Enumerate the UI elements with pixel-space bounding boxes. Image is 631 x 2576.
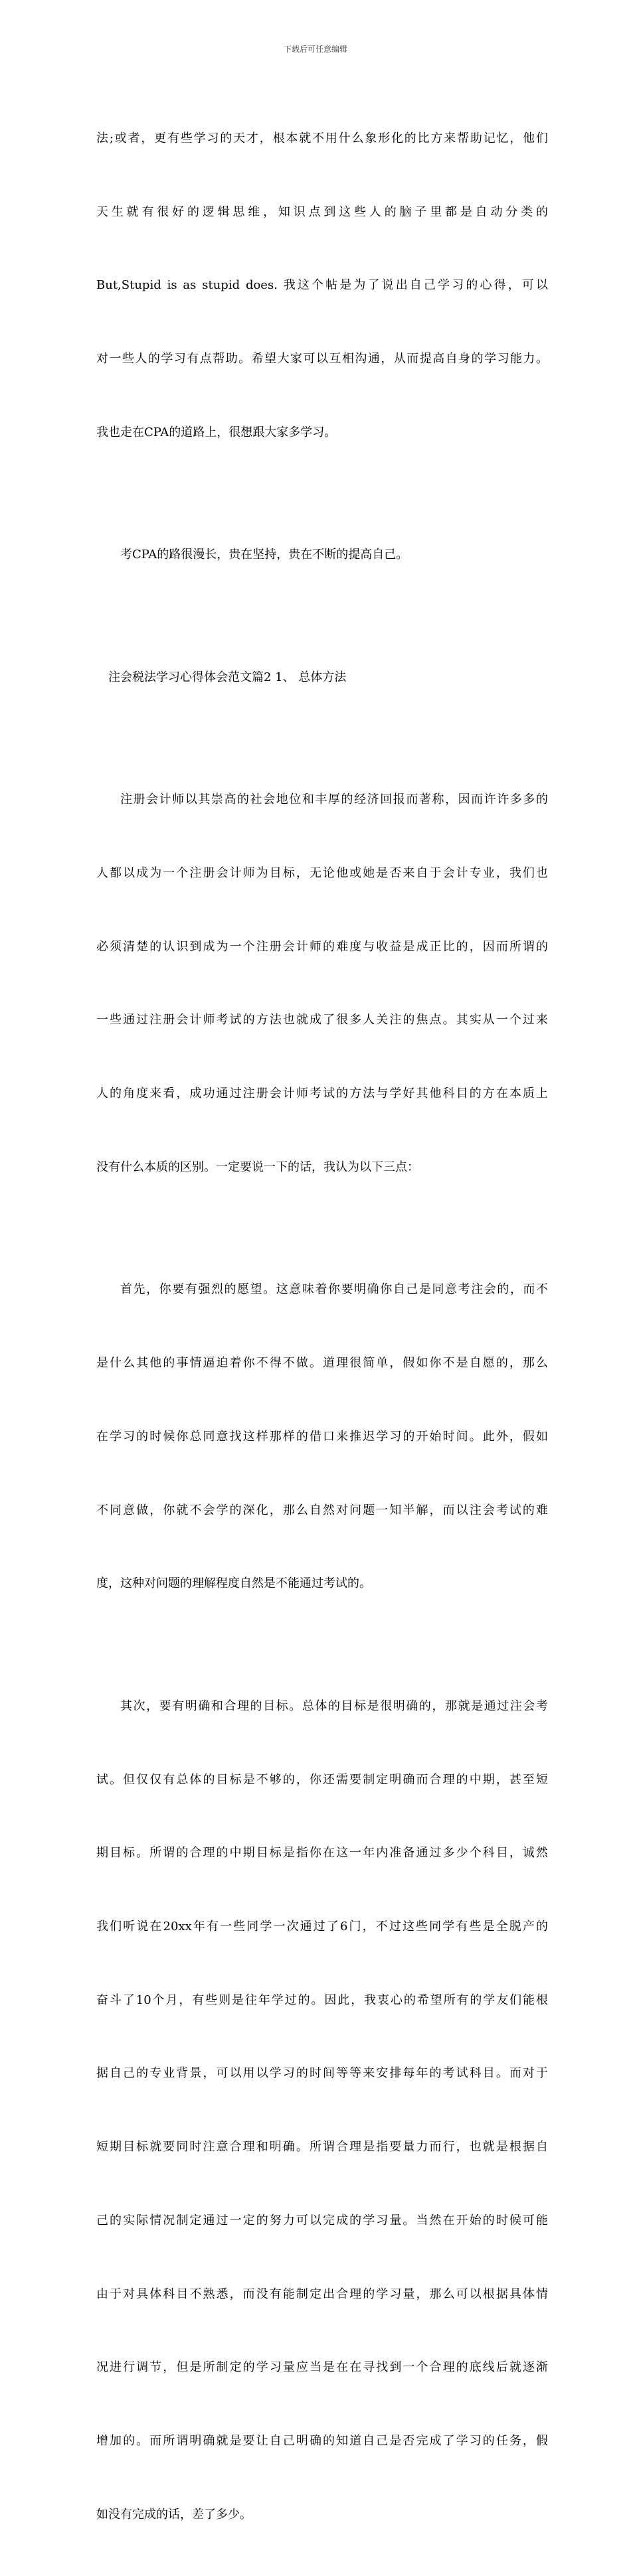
text-line: 考CPA的路很漫长，贵在坚持，贵在不断的提高自己。 (120, 548, 408, 562)
text-line: 己的实际情况制定通过一定的努力可以完成的学习量。当然在开始的时候可能 (96, 2213, 548, 2228)
paragraph-2 (96, 494, 548, 617)
paragraph-4 (96, 739, 548, 1229)
paragraph-6 (96, 1645, 548, 2576)
text-line: 法;或者，更有些学习的天才，根本就不用什么象形化的比方来帮助记忆，他们 (96, 131, 548, 145)
text-line: 其次，要有明确和合理的目标。总体的目标是很明确的，那就是通过注会考 (120, 1699, 548, 1713)
text-line: 注册会计师以其崇高的社会地位和丰厚的经济回报而著称，因而许许多多的 (120, 793, 548, 807)
text-line: 我们听说在20xx年有一些同学一次通过了6门，不过这些同学有些是全脱产的 (96, 1919, 548, 1933)
text-line: 一些通过注册会计师考试的方法也就成了很多人关注的焦点。其实从一个过来 (96, 1013, 548, 1027)
text-line: 度，这种对问题的理解程度自然是不能通过考试的。 (96, 1576, 371, 1591)
text-line: 短期目标就要同时注意合理和明确。所谓合理是指要量力而行，也就是根据自 (96, 2140, 548, 2155)
text-line: 没有什么本质的区别。一定要说一下的话，我认为以下三点： (96, 1160, 419, 1174)
text-line: 增加的。而所谓明确就是要让自己明确的知道自己是否完成了学习的任务，假 (96, 2434, 548, 2448)
text-line: 注会税法学习心得体会范文篇2 1、 总体方法 (108, 670, 347, 684)
section-heading (96, 617, 548, 739)
paragraph-1 (96, 78, 548, 494)
text-line: 对一些人的学习有点帮助。希望大家可以互相沟通，从而提高自身的学习能力。 (96, 351, 548, 366)
text-line: 如没有完成的话，差了多少。 (96, 2507, 252, 2522)
text-line: 况进行调节，但是所制定的学习量应当是在在寻找到一个合理的底线后就逐渐 (96, 2360, 548, 2375)
text-line: 在学习的时候你总同意找这样那样的借口来推迟学习的开始时间。此外，假如 (96, 1429, 548, 1444)
text-line: 人都以成为一个注册会计师为目标，无论他或她是否来自于会计专业，我们也 (96, 866, 548, 880)
text-line: 试。但仅仅有总体的目标是不够的，你还需要制定明确而合理的中期，甚至短 (96, 1772, 548, 1787)
text-line: 据自己的专业背景，可以用以学习的时间等等来安排每年的考试科目。而对于 (96, 2066, 548, 2081)
text-line: 奋斗了10个月，有些则是往年学过的。因此，我衷心的希望所有的学友们能根 (96, 1993, 548, 2007)
page-header: 下载后可任意编辑 (283, 44, 347, 54)
text-line: 人的角度来看，成功通过注册会计师考试的方法与学好其他科目的方在本质上 (96, 1087, 548, 1101)
text-line: 是什么其他的事情逼迫着你不得不做。道理很简单，假如你不是自愿的，那么 (96, 1356, 548, 1371)
text-line: 由于对具体科目不熟悉，而没有能制定出合理的学习量，那么可以根据具体情 (96, 2287, 548, 2301)
text-line: 不同意做，你就不会学的深化，那么自然对问题一知半解，而以注会考试的难 (96, 1503, 548, 1517)
text-line: 天生就有很好的逻辑思维，知识点到这些人的脑子里都是自动分类的 (96, 204, 548, 219)
text-line: 必须清楚的认识到成为一个注册会计师的难度与收益是成正比的，因而所谓的 (96, 939, 548, 954)
text-line: 首先，你要有强烈的愿望。这意味着你要明确你自己是同意考注会的，而不 (120, 1282, 548, 1297)
document-body (96, 78, 548, 2576)
text-line: But,Stupid is as stupid does. 我这个帖是为了说出自己学习的心得，可以 (96, 278, 548, 293)
text-line: 期目标。所谓的合理的中期目标是指你在这一年内准备通过多少个科目，诚然 (96, 1846, 548, 1860)
text-line: 我也走在CPA的道路上，很想跟大家多学习。 (96, 425, 337, 439)
paragraph-5 (96, 1229, 548, 1645)
